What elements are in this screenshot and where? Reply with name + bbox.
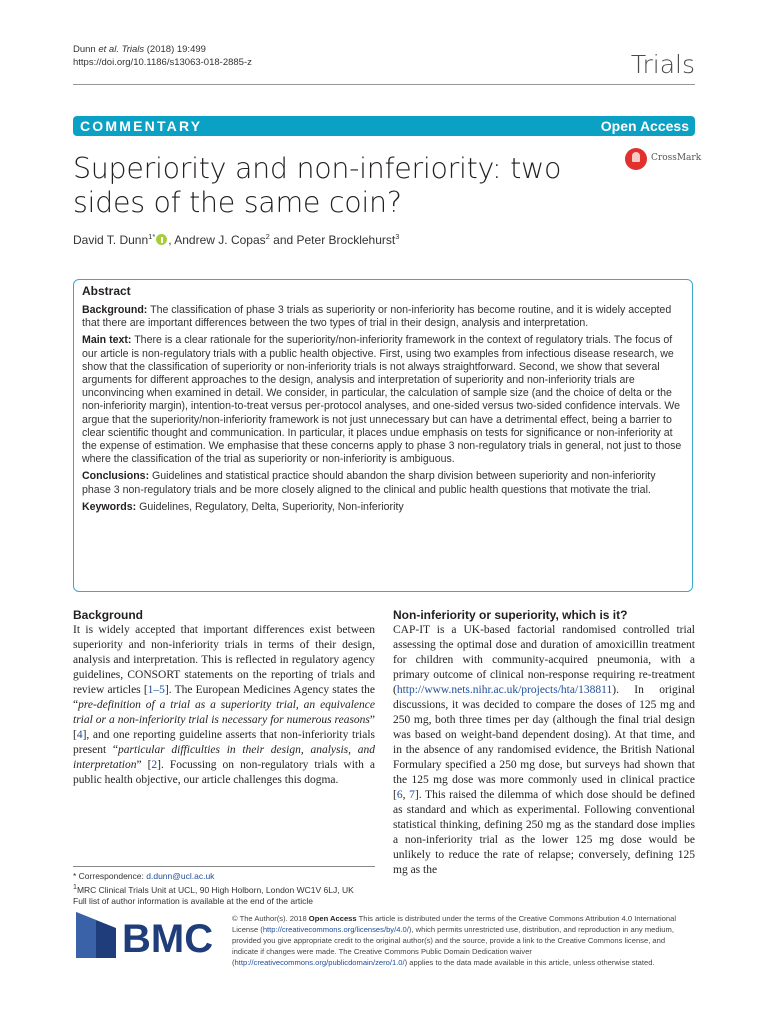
author-list	[73, 232, 399, 247]
license-text: ) applies to the data made available in this article, unless otherwise stated.	[404, 958, 655, 967]
correspondence-footnote	[73, 866, 375, 907]
correspondence-email-link[interactable]: d.dunn@ucl.ac.uk	[146, 871, 215, 881]
doi-link[interactable]: https://doi.org/10.1186/s13063-018-2885-z	[73, 57, 252, 68]
article-type-banner	[73, 116, 695, 136]
author-affiliation-marker: 3	[395, 232, 400, 241]
license-text: ), which permits unrestricted use, distribution, and reproduction in any medium, provided you give appropriate credit to the original author(s) and the source, provide a link to the Creative Commons license, and indicate if changes were made. The Creative Commons Public Domain Dedication waiver (	[232, 925, 674, 967]
abstract-background	[82, 304, 684, 330]
abstract-keywords	[82, 501, 684, 514]
reference-link[interactable]: 2	[151, 759, 158, 771]
quotation: particular difficulties in their design, analysis, and interpretation	[73, 744, 375, 771]
section-heading-background: Background	[73, 608, 144, 622]
license-text: © The Author(s). 2018	[232, 914, 309, 923]
crossmark-label: CrossMark	[651, 153, 702, 163]
abstract-conclusions	[82, 470, 684, 496]
body-text: ]. The European Medicines Agency states the “	[73, 684, 375, 711]
crossmark-button[interactable]	[625, 148, 700, 170]
license-open-access: Open Access	[308, 914, 357, 923]
open-access-label: Open Access	[600, 118, 689, 134]
author-info-note: Full list of author information is available at the end of the article	[73, 895, 314, 906]
author-name[interactable]: David T. Dunn	[73, 233, 149, 247]
author-affiliation-marker: 1*	[148, 232, 156, 241]
abstract-heading: Abstract	[82, 284, 131, 298]
body-text: ” [	[136, 759, 152, 771]
background-paragraph	[73, 623, 375, 788]
abstract-conclusions-text: Guidelines and statistical practice should abandon the sharp division between superiority and non-inferiority phase 3 non-regulatory trials and be more closely aligned to the clinical and public health questions that motivate the trial.	[82, 470, 656, 496]
abstract-background-text: The classification of phase 3 trials as superiority or non-inferiority has become routine, and it is widely accepted that there are important differences between the two types of trial in their design, analysis and interpretation.	[82, 304, 672, 330]
body-right-column	[393, 608, 695, 878]
body-text: ]. This raised the dilemma of which dose should be defined as standard and which as experimental. Following conventional statistical thinking, defining 250 mg as the standard dose implies a non-inferiority trial as the lower 125 mg dose would be unlikely to reduce the rate of relapse; conversely, defining 125 mg as the	[393, 789, 695, 876]
reference-link[interactable]: 7	[409, 789, 415, 801]
abstract-keywords-label: Keywords:	[82, 500, 137, 513]
body-text: ], and one reporting guideline asserts that non-inferiority trials present “	[73, 729, 375, 756]
body-text: ” [	[73, 714, 375, 741]
affiliation-marker: 1	[73, 883, 77, 891]
reference-link[interactable]: 1–5	[147, 684, 165, 696]
section-heading-noninferiority: Non-inferiority or superiority, which is it?	[393, 608, 628, 622]
body-text: It is widely accepted that important differences exist between superiority and non-inferiority trials in terms of their design, analysis and interpretation. This is reflected in regulatory agency guidelines, CONSORT statements on the reporting of trials and review articles [	[73, 624, 375, 696]
body-text: CAP-IT is a UK-based factorial randomised controlled trial assessing the optimal dose and duration of amoxicillin treatment for children with community-acquired pneumonia, with a primary outcome of clinical non-response requiring re-treatment (	[393, 624, 695, 696]
abstract-main-body: There is a clear rationale for the superiority/non-inferiority framework in the context of regulatory trials. The focus of our article is non-regulatory trials with a public health objective. First, using two examples from infectious disease research, we show that the classification of superiority or non-inferiority trials is not always straightforward. Second, we show that several arguments for different approaches to the design, analysis and interpretation of superiority and non-inferiority trials are unconvincing when examined in detail. We consider, in particular, the calculation of sample size (and the choice of delta or the non-inferiority margin), intention-to-treat versus per-protocol analyses, and one-sided versus two-sided confidence intervals. We argue that the superiority/non-inferiority framework is not just unnecessary but can have a detrimental effect, being a barrier to clear scientific thought and communication. In particular, it places undue emphasis on tests for significance or non-inferiority at the expense of estimation. We emphasise that these concerns apply to phase 3 non-regulatory trials in general, not just to those where the classification of the trial as superiority or non-inferiority is ambiguous.	[82, 334, 682, 466]
correspondence-label: * Correspondence:	[73, 871, 147, 881]
citation-journal: et al. Trials	[98, 44, 145, 55]
capit-paragraph	[393, 623, 695, 878]
bmc-logo	[76, 910, 226, 960]
license-cc-by-link[interactable]: http://creativecommons.org/licenses/by/4.0/	[262, 925, 409, 934]
article-type-label: COMMENTARY	[80, 118, 203, 134]
correspondence-line	[73, 871, 375, 882]
citation-authors: Dunn	[73, 44, 96, 55]
quotation: pre-definition of a trial as a superiority trial, an equivalence trial or a non-inferiority trial is necessary for numerous reasons	[73, 699, 375, 726]
author-affiliation-marker: 2	[265, 232, 270, 241]
abstract-keywords-text: Guidelines, Regulatory, Delta, Superiority, Non-inferiority	[136, 500, 404, 513]
author-name[interactable]: and Peter Brocklehurst	[269, 233, 396, 247]
reference-link[interactable]: 6	[396, 789, 403, 801]
body-text: ]. Focussing on non-regulatory trials with a public health objective, our article challenges this dogma.	[73, 759, 375, 786]
bmc-logo-text: BMC	[122, 917, 214, 960]
citation-year-volume: (2018) 19:499	[146, 44, 206, 55]
orcid-icon[interactable]	[156, 234, 167, 245]
affiliation-text: MRC Clinical Trials Unit at UCL, 90 High Holborn, London WC1V 6LJ, UK	[76, 884, 354, 895]
license-statement	[232, 913, 692, 968]
body-text: ,	[402, 789, 410, 801]
crossmark-icon	[625, 148, 647, 170]
header-divider	[73, 84, 695, 85]
author-name[interactable]: , Andrew J. Copas	[168, 233, 266, 247]
license-cc0-link[interactable]: http://creativecommons.org/publicdomain/zero/1.0/	[234, 958, 405, 967]
citation-header	[73, 43, 252, 69]
license-text: This article is distributed under the terms of the Creative Commons Attribution 4.0 International License (	[232, 914, 677, 934]
bmc-logo-mark-accent	[76, 912, 96, 958]
abstract-main-text	[82, 334, 684, 466]
abstract-box	[73, 279, 693, 592]
abstract-background-label: Background:	[82, 304, 148, 316]
trial-url-link[interactable]: http://www.nets.nihr.ac.uk/projects/hta/138811	[396, 684, 613, 696]
reference-link[interactable]: 4	[76, 729, 83, 741]
journal-title: Trials	[630, 50, 695, 79]
abstract-main-label: Main text:	[82, 334, 132, 347]
article-title: Superiority and non-inferiority: two sides of the same coin?	[73, 152, 562, 219]
body-left-column	[73, 608, 375, 788]
abstract-conclusions-label: Conclusions:	[82, 470, 150, 483]
citation-line	[73, 43, 252, 56]
affiliation-line	[73, 882, 375, 896]
body-text: ). In original discussions, it was decided to compare the doses of 125 mg and 250 mg, both three times per day (although the final trial design was based on weight-band dependent dosing). At that time, and in the absence of any randomised evidence, the British National Formulary specified a 250 mg dose, but surveys had shown that the 125 mg dose was more commonly used in clinical practice [	[393, 684, 695, 801]
